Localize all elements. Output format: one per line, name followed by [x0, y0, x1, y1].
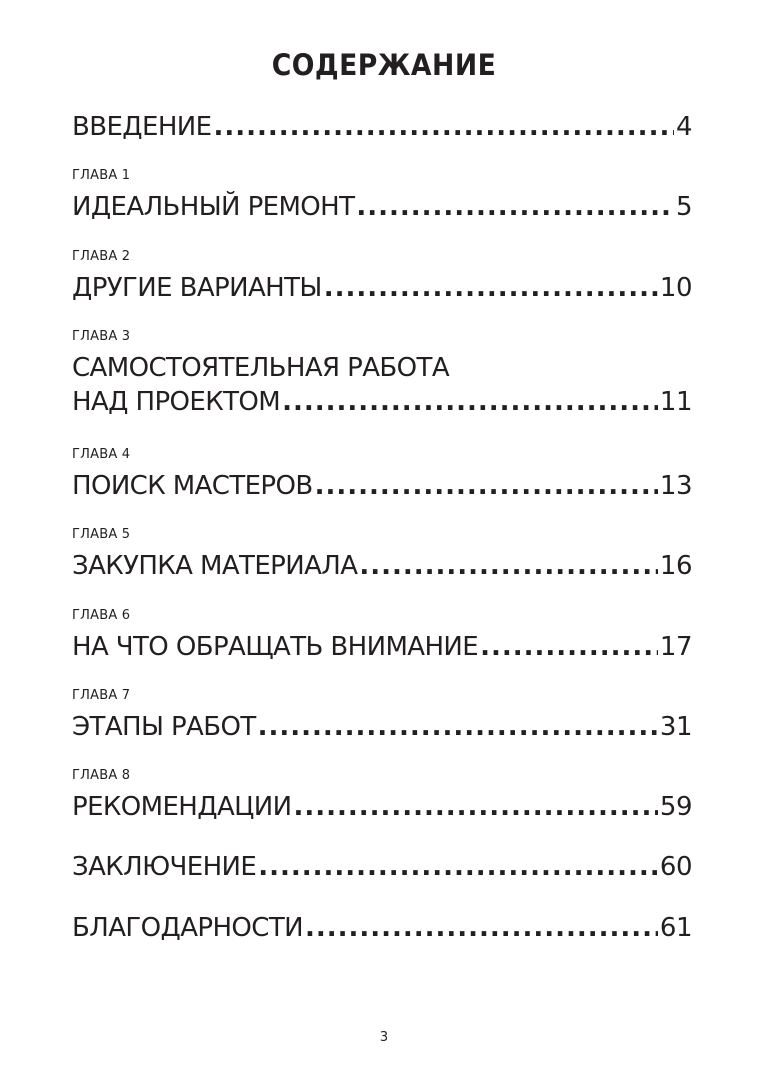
toc-entry-chapter-5[interactable]	[72, 527, 692, 583]
chapter-label: ГЛАВА 8	[72, 768, 131, 783]
chapter-label: ГЛАВА 2	[72, 249, 131, 264]
dot-leader	[293, 790, 657, 824]
toc-entry-title-line-2: НАД ПРОЕКТОМ	[72, 387, 281, 417]
toc-entry-chapter-7[interactable]	[72, 688, 692, 744]
toc-entry-chapter-1[interactable]	[72, 168, 692, 224]
toc-entry-page: 5	[675, 192, 692, 222]
dot-leader	[480, 630, 658, 664]
toc-entry-page: 13	[659, 471, 692, 501]
dot-leader	[356, 190, 674, 224]
toc-entry-title: ЭТАПЫ РАБОТ	[72, 712, 256, 742]
toc-entry-title: ВВЕДЕНИЕ	[72, 112, 212, 142]
toc-entry-title: ИДЕАЛЬНЫЙ РЕМОНТ	[72, 192, 355, 222]
chapter-label: ГЛАВА 4	[72, 447, 131, 462]
page-title: СОДЕРЖАНИЕ	[271, 48, 497, 82]
toc-entry-title: БЛАГОДАРНОСТИ	[72, 913, 303, 943]
chapter-label: ГЛАВА 6	[72, 608, 131, 623]
toc-entry-page: 4	[675, 112, 692, 142]
dot-leader	[282, 385, 658, 419]
toc-entry-title-line-1: САМОСТОЯТЕЛЬНАЯ РАБОТА	[72, 353, 450, 383]
toc-entry-page: 31	[659, 712, 692, 742]
chapter-label: ГЛАВА 5	[72, 527, 131, 542]
toc-entry-title: ЗАКЛЮЧЕНИЕ	[72, 852, 257, 882]
toc-entry-title: ДРУГИЕ ВАРИАНТЫ	[72, 273, 322, 303]
dot-leader	[213, 110, 673, 144]
dot-leader	[315, 469, 658, 503]
page-number: 3	[379, 1030, 389, 1045]
chapter-label: ГЛАВА 7	[72, 688, 131, 703]
toc-entry-title: РЕКОМЕНДАЦИИ	[72, 792, 292, 822]
toc-entry-page: 11	[659, 387, 692, 417]
dot-leader	[324, 271, 658, 305]
toc-entry-title: НА ЧТО ОБРАЩАТЬ ВНИМАНИЕ	[72, 632, 479, 662]
dot-leader	[305, 911, 658, 945]
toc-entry-page: 16	[659, 551, 692, 581]
toc-entry-chapter-6[interactable]	[72, 608, 692, 664]
toc-entry-title: ПОИСК МАСТЕРОВ	[72, 471, 313, 501]
toc-entry-intro[interactable]	[72, 110, 692, 144]
toc-entry-page: 61	[659, 913, 692, 943]
toc-entry-page: 60	[659, 852, 692, 882]
toc-entry-page: 17	[659, 632, 692, 662]
toc-entry-page: 10	[659, 273, 692, 303]
toc-entry-page: 59	[659, 792, 692, 822]
chapter-label: ГЛАВА 3	[72, 329, 131, 344]
toc-entry-chapter-2[interactable]	[72, 249, 692, 305]
dot-leader	[258, 850, 658, 884]
toc-entry-conclusion[interactable]	[72, 850, 692, 884]
dot-leader	[359, 549, 658, 583]
toc-entry-chapter-8[interactable]	[72, 768, 692, 824]
toc-entry-chapter-3[interactable]	[72, 329, 692, 419]
dot-leader	[258, 710, 658, 744]
toc-entry-chapter-4[interactable]	[72, 447, 692, 503]
chapter-label: ГЛАВА 1	[72, 168, 131, 183]
toc-entry-thanks[interactable]	[72, 911, 692, 945]
toc-entry-title: ЗАКУПКА МАТЕРИАЛА	[72, 551, 358, 581]
